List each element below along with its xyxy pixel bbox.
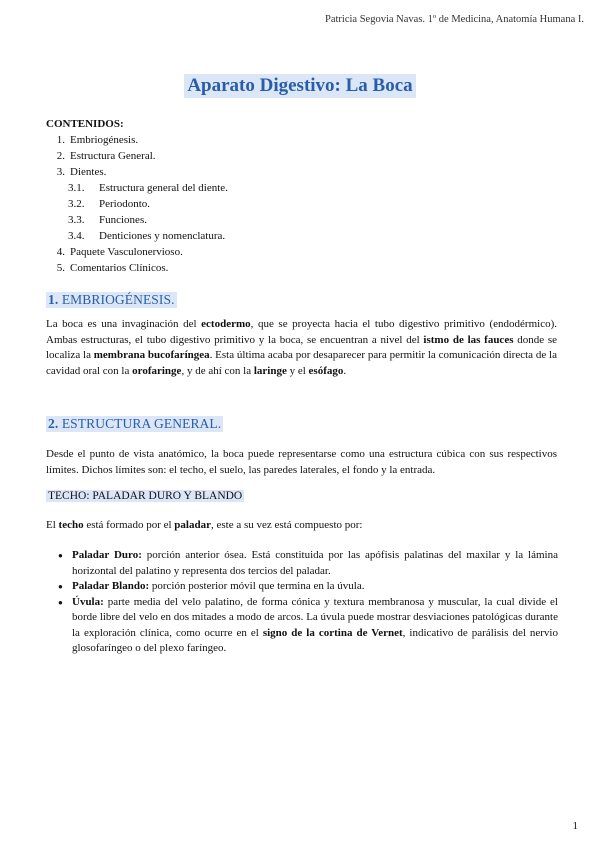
toc-item: 5. Comentarios Clínicos.: [56, 262, 169, 274]
bullet-icon: ●: [58, 597, 63, 607]
paragraph-estructura-intro: Desde el punto de vista anatómico, la boca puede representarse como una estructura cúbica con sus respectivos límites. Dichos límites son: el techo, el suelo, las paredes laterales, el fondo y la entrada.: [46, 448, 557, 476]
bullet-icon: ●: [58, 582, 63, 591]
bullet-icon: ●: [58, 551, 63, 560]
toc-item: 4. Paquete Vasculonervioso.: [56, 246, 183, 258]
table-of-contents: [46, 116, 228, 276]
bullet-list-paladar: [58, 548, 558, 657]
toc-subitem: 3.3. Funciones.: [68, 214, 147, 226]
page-header: Patricia Segovia Navas. 1º de Medicina, Anatomía Humana I.: [325, 14, 584, 25]
paragraph-embriogenesis: La boca es una invaginación del ectodermo, que se proyecta hacia el tubo digestivo primitivo (endodérmico). Ambas estructuras, el tubo digestivo primitivo y la boca, se encuentran a nivel del istmo de las fauces donde se localiza la membrana bucofaríngea. Esta última acaba por desaparecer para permitir la comunicación directa de la cavidad oral con la orofaringe, y de ahí con la laringe y el esófago.: [46, 318, 558, 377]
toc-item: 2. Estructura General.: [56, 150, 156, 162]
page-number: 1: [572, 820, 578, 832]
section-heading-embriogenesis: 1. EMBRIOGÉNESIS.: [48, 292, 175, 307]
list-item: ● Úvula: parte media del velo palatino, de forma cónica y textura membranosa y muscular, la cual divide el borde libre del velo en dos mitades a modo de arcos. La úvula puede mostrar desviaciones patológicas durante la exploración clínica, como ocurre en el signo de la cortina de Vernet, indicativo de parálisis del nervio glosofaríngeo o del plexo faríngeo.: [58, 595, 558, 657]
title-wrap: [0, 74, 600, 98]
contents-heading: CONTENIDOS:: [46, 118, 124, 130]
toc-subitem: 3.4. Denticiones y nomenclatura.: [68, 230, 226, 242]
list-item: ● Paladar Blando: porción posterior móvil que termina en la úvula.: [58, 579, 558, 595]
paragraph-techo: El techo está formado por el paladar, este a su vez está compuesto por:: [46, 519, 363, 531]
toc-item: 1. Embriogénesis.: [56, 134, 139, 146]
toc-subitem: 3.2. Periodonto.: [68, 198, 151, 210]
subheading-techo: TECHO: PALADAR DURO Y BLANDO: [48, 490, 243, 502]
document-title: Aparato Digestivo: La Boca: [184, 74, 415, 98]
section-heading-estructura-general: 2. ESTRUCTURA GENERAL.: [48, 416, 222, 431]
toc-item: 3. Dientes.: [56, 166, 107, 178]
list-item: ● Paladar Duro: porción anterior ósea. Está constituida por las apófisis palatinas del maxilar y la lámina horizontal del palatino y representa dos tercios del paladar.: [58, 548, 558, 579]
toc-subitem: 3.1. Estructura general del diente.: [68, 182, 228, 194]
